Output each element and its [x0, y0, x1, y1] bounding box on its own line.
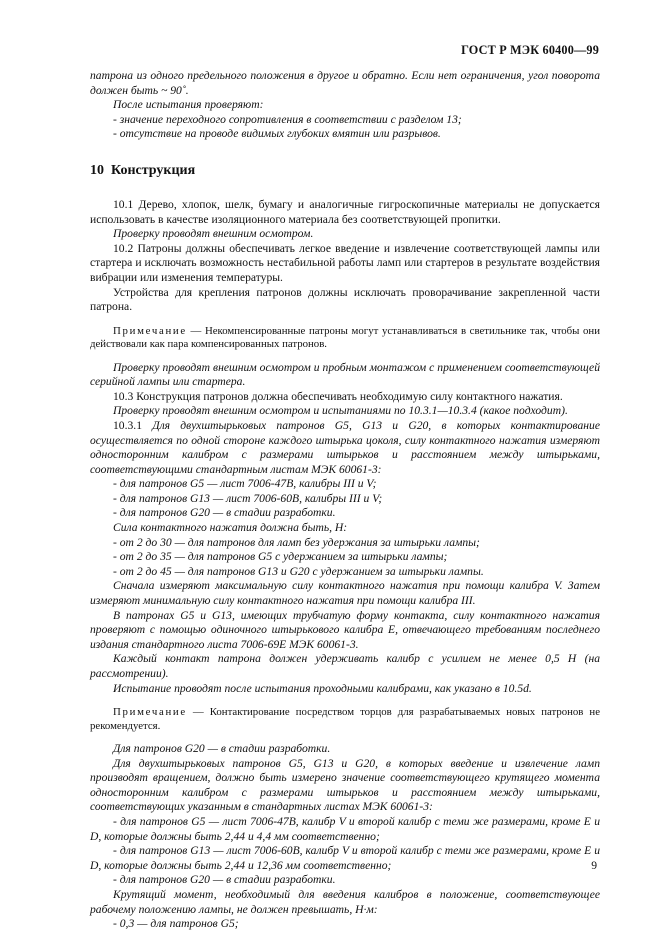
check-mount-paragraph: Проверку проводят внешним осмотром и пробным монтажом с применением соответствующей серийной лампы или стартера. [90, 360, 600, 389]
section-heading [90, 162, 600, 180]
note-text: — Контактирование посредством торцов для разрабатываемых новых патронов не рекомендуется. [90, 706, 600, 732]
list-item: - 0,3 — для патронов G5; [113, 917, 239, 931]
after-test-paragraph: Испытание проводят после испытания проходными калибрами, как указано в 10.5d. [113, 681, 532, 695]
clause-10-3-check: Проверку проводят внешним осмотром и испытаниями по 10.3.1—10.3.4 (какое подходит). [113, 404, 568, 418]
list-item: - отсутствие на проводе видимых глубоких вмятин или разрывов. [113, 127, 441, 141]
note-2 [90, 706, 600, 733]
clause-10-2: 10.2 Патроны должны обеспечивать легкое введение и извлечение соответствующей лампы или стартера и исключать возможность нестабильной работы ламп или стартеров в результате воздействия вибрации или изменения температуры. [90, 241, 600, 284]
g20-paragraph: Для патронов G20 — в стадии разработки. [113, 742, 331, 755]
list-item: - для патронов G5 — лист 7006-47В, калибр V и второй калибр с теми же размерами, кроме Е и D, которые должны быть 2,44 и 4,4 мм соответственно; [90, 814, 600, 843]
torque-intro: Для двухштырьковых патронов G5, G13 и G20, в которых введение и извлечение ламп производят вращением, должно быть измерено значение соответствующего крутящего момента односторонним калибром с размерами штырьков и расстоянием между штырьками, соответствующих указанным в стандартных листах МЭК 60061-3: [90, 756, 600, 814]
note-1 [90, 325, 600, 352]
clause-number: 10.3.1 [113, 418, 142, 432]
after-test-intro: После испытания проверяют: [113, 98, 264, 112]
torque-limit: Крутящий момент, необходимый для введения калибров в положение, соответствующее рабочему положению лампы, не должен превышать, Н·м: [90, 887, 600, 916]
clause-10-2-fixing: Устройства для крепления патронов должны исключать проворачивание закрепленной части патрона. [90, 285, 600, 314]
each-contact-paragraph: Каждый контакт патрона должен удерживать калибр с усилием не менее 0,5 Н (на рассмотрении). [90, 652, 600, 680]
note-label: Примечание [113, 706, 187, 719]
clause-10-1-check: Проверку проводят внешним осмотром. [113, 227, 314, 241]
tubular-paragraph: В патронах G5 и G13, имеющих трубчатую форму контакта, силу контактного нажатия проверяют с помощью одиночного штырькового калибра Е, отвечающего требованиям последнего издания стандартного листа 7006-69Е МЭК 60061-3. [90, 608, 600, 651]
list-item: - от 2 до 35 — для патронов G5 с удержанием за штырьки лампы; [113, 550, 448, 564]
section-title: Конструкция [111, 162, 196, 178]
list-item: - для патронов G13 — лист 7006-60В, калибр V и второй калибр с теми же размерами, кроме Е и D, которые должны быть 2,44 и 12,36 мм соответственно; [90, 844, 600, 872]
clause-text: Для двухштырьковых патронов G5, G13 и G20, в которых контактирование осуществляется по одной стороне каждого штырька цоколя, силу контактного нажатия измеряют односторонним калибром с размерами штырьков и расстоянием между штырьками, соответствующими стандартным листам МЭК 60061-3: [90, 418, 601, 476]
page-number: 9 [591, 859, 597, 872]
note-text: — Некомпенсированные патроны могут устанавливаться в светильнике так, чтобы они действовали как пара компенсированных патронов. [90, 324, 600, 351]
list-item: - от 2 до 45 — для патронов G13 и G20 с удержанием за штырьки лампы. [113, 564, 484, 578]
list-item: - значение переходного сопротивления в соответствии с разделом 13; [113, 112, 462, 126]
measure-paragraph: Сначала измеряют максимальную силу контактного нажатия при помощи калибра V. Затем измеряют минимальную силу контактного нажатия при помощи калибра III. [90, 579, 600, 608]
clause-10-3: 10.3 Конструкция патронов должна обеспечивать необходимую силу контактного нажатия. [113, 389, 563, 403]
continuation-paragraph: патрона из одного предельного положения в другое и обратно. Если нет ограничения, угол поворота должен быть ~ 90˚. [90, 69, 600, 97]
list-item: - для патронов G20 — в стадии разработки. [113, 506, 336, 520]
list-item: - для патронов G13 — лист 7006-60В, калибры III и V; [113, 491, 383, 505]
clause-10-3-1 [90, 419, 600, 477]
document-body [90, 69, 600, 932]
force-intro: Сила контактного нажатия должна быть, Н: [113, 521, 348, 535]
section-number: 10 [90, 162, 104, 178]
clause-10-1: 10.1 Дерево, хлопок, шелк, бумагу и аналогичные гигроскопичные материалы не допускается использовать в качестве изоляционного материала без соответствующей пропитки. [90, 197, 600, 226]
list-item: - от 2 до 30 — для патронов для ламп без удержания за штырьки лампы; [113, 535, 480, 549]
list-item: - для патронов G5 — лист 7006-47В, калибры III и V; [113, 477, 377, 491]
standard-code-header: ГОСТ Р МЭК 60400—99 [461, 43, 599, 57]
list-item: - для патронов G20 — в стадии разработки. [113, 873, 336, 887]
note-label: Примечание [113, 324, 187, 337]
